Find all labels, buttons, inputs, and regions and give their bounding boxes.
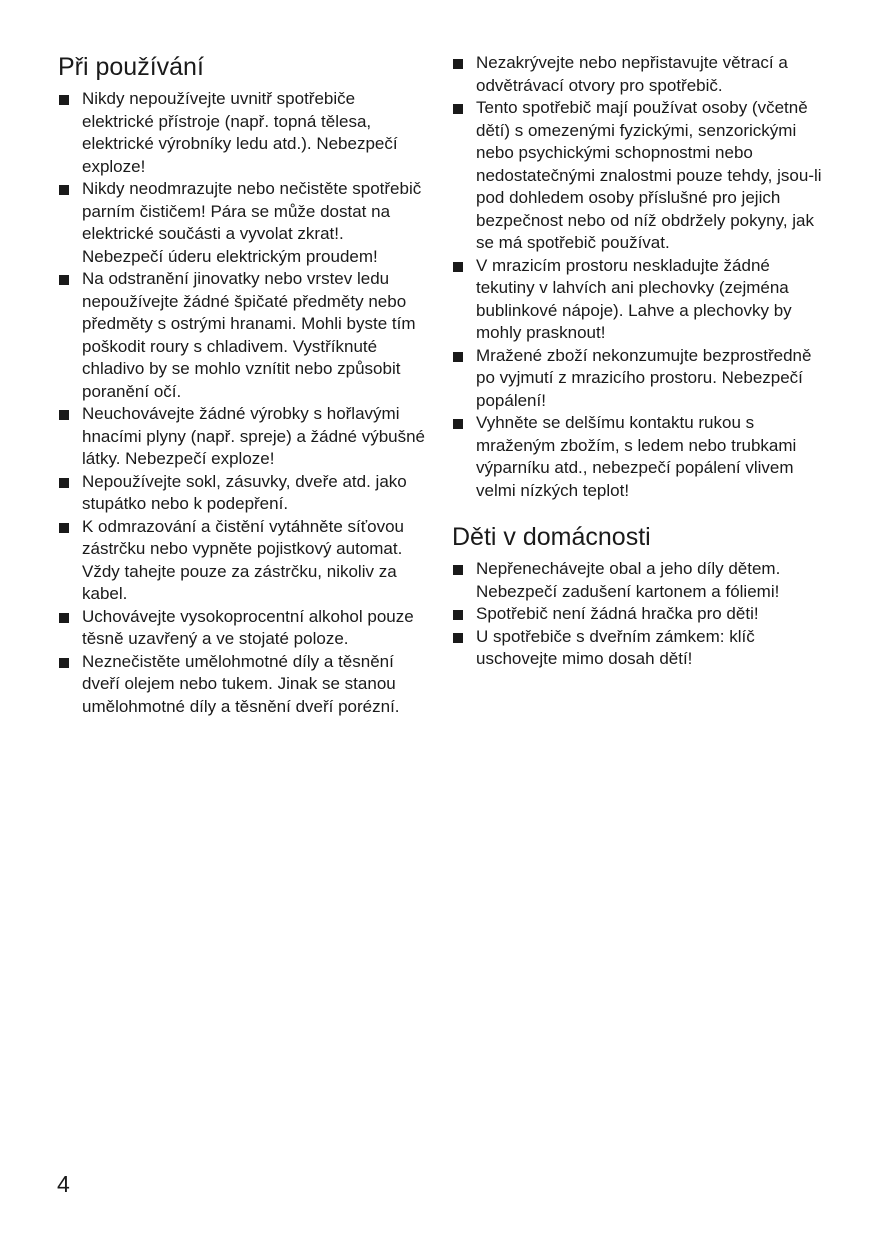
square-bullet-icon: [453, 262, 463, 272]
square-bullet-icon: [59, 523, 69, 533]
list-item-text: Mražené zboží nekonzumujte bezprostředně po vyjmutí z mrazicího prostoru. Nebezpečí popálení!: [476, 345, 812, 410]
list-item-text: Nepoužívejte sokl, zásuvky, dveře atd. jako stupátko nebo k podepření.: [82, 471, 407, 513]
square-bullet-icon: [453, 565, 463, 575]
list-item: [452, 603, 822, 626]
list-item: [58, 471, 428, 516]
square-bullet-icon: [453, 104, 463, 114]
right-column: [452, 52, 822, 671]
list-item: [58, 651, 428, 719]
list-item: [452, 412, 822, 502]
list-item-text: Nepřenechávejte obal a jeho díly dětem. Nebezpečí zadušení kartonem a fóliemi!: [476, 559, 781, 601]
list-item: [452, 345, 822, 413]
list-item: [452, 255, 822, 345]
list-item: [452, 52, 822, 97]
square-bullet-icon: [59, 95, 69, 105]
square-bullet-icon: [453, 352, 463, 362]
square-bullet-icon: [59, 185, 69, 195]
square-bullet-icon: [59, 410, 69, 420]
list-item: [452, 558, 822, 603]
square-bullet-icon: [453, 59, 463, 69]
list-item: [58, 268, 428, 403]
list-item-text: K odmrazování a čistění vytáhněte síťovou zástrčku nebo vypněte pojistkový automat. Vždy tahejte pouze za zástrčku, nikoliv za kabel.: [82, 516, 404, 603]
list-item-text: U spotřebiče s dveřním zámkem: klíč uschovejte mimo dosah dětí!: [476, 626, 755, 668]
list-item-text: Neuchovávejte žádné výrobky s hořlavými hnacími plyny (např. spreje) a žádné výbušné látky. Nebezpečí exploze!: [82, 404, 426, 468]
left-column: [58, 52, 428, 718]
list-item-text: Nikdy neodmrazujte nebo nečistěte spotřebič parním čističem! Pára se může dostat na elektrické součásti a vyvolat zkrat!. Nebezpečí úderu elektrickým proudem!: [82, 179, 422, 266]
list-item: [452, 626, 822, 671]
list-item-text: Neznečistěte umělohmotné díly a těsnění dveří olejem nebo tukem. Jinak se stanou umělohmotné díly a těsnění dveří porézní.: [82, 651, 400, 716]
list-item: [58, 403, 428, 471]
list-item-text: Na odstranění jinovatky nebo vrstev ledu nepoužívejte žádné špičaté předměty nebo předměty s ostrými hranami. Mohli byste tím poškodit roury s chladivem. Vystříknuté chladivo by se mohlo vznítit nebo způsobit poranění očí.: [82, 269, 416, 401]
square-bullet-icon: [453, 610, 463, 620]
square-bullet-icon: [453, 419, 463, 429]
list-item: [58, 516, 428, 606]
square-bullet-icon: [59, 478, 69, 488]
section-heading-usage: Při používání: [58, 53, 204, 81]
usage-bullet-list-continued: [452, 52, 822, 502]
square-bullet-icon: [453, 633, 463, 643]
square-bullet-icon: [59, 613, 69, 623]
square-bullet-icon: [59, 658, 69, 668]
list-item-text: Nezakrývejte nebo nepřistavujte větrací a odvětrávací otvory pro spotřebič.: [476, 53, 788, 95]
list-item-text: V mrazicím prostoru neskladujte žádné tekutiny v lahvích ani plechovky (zejména bublinkové nápoje). Lahve a plechovky by mohly prasknout!: [476, 255, 792, 342]
list-item-text: Spotřebič není žádná hračka pro děti!: [476, 604, 759, 623]
list-item: [452, 97, 822, 255]
list-item: [58, 178, 428, 268]
list-item-text: Vyhněte se delšímu kontaktu rukou s mraženým zbožím, s ledem nebo trubkami výparníku atd., nebezpečí popálení vlivem velmi nízkých teplot!: [476, 413, 797, 500]
page-number: 4: [57, 1171, 70, 1197]
section-heading-children: Děti v domácnosti: [452, 523, 651, 551]
square-bullet-icon: [59, 275, 69, 285]
list-item-text: Uchovávejte vysokoprocentní alkohol pouze těsně uzavřený a ve stojaté poloze.: [82, 606, 414, 648]
list-item-text: Nikdy nepoužívejte uvnitř spotřebiče elektrické přístroje (např. topná tělesa, elektrické výrobníky ledu atd.). Nebezpečí exploze!: [82, 89, 398, 176]
children-bullet-list: [452, 558, 822, 671]
list-item-text: Tento spotřebič mají používat osoby (včetně dětí) s omezenými fyzickými, senzorickými nebo psychickými schopnostmi nebo nedostatečnými znalostmi pouze tehdy, jsou-li pod dohledem osoby příslušné pro jejich bezpečnost nebo od níž obdržely pokyny, jak se má spotřebič používat.: [476, 98, 822, 252]
usage-bullet-list: [58, 88, 428, 718]
list-item: [58, 88, 428, 178]
list-item: [58, 606, 428, 651]
